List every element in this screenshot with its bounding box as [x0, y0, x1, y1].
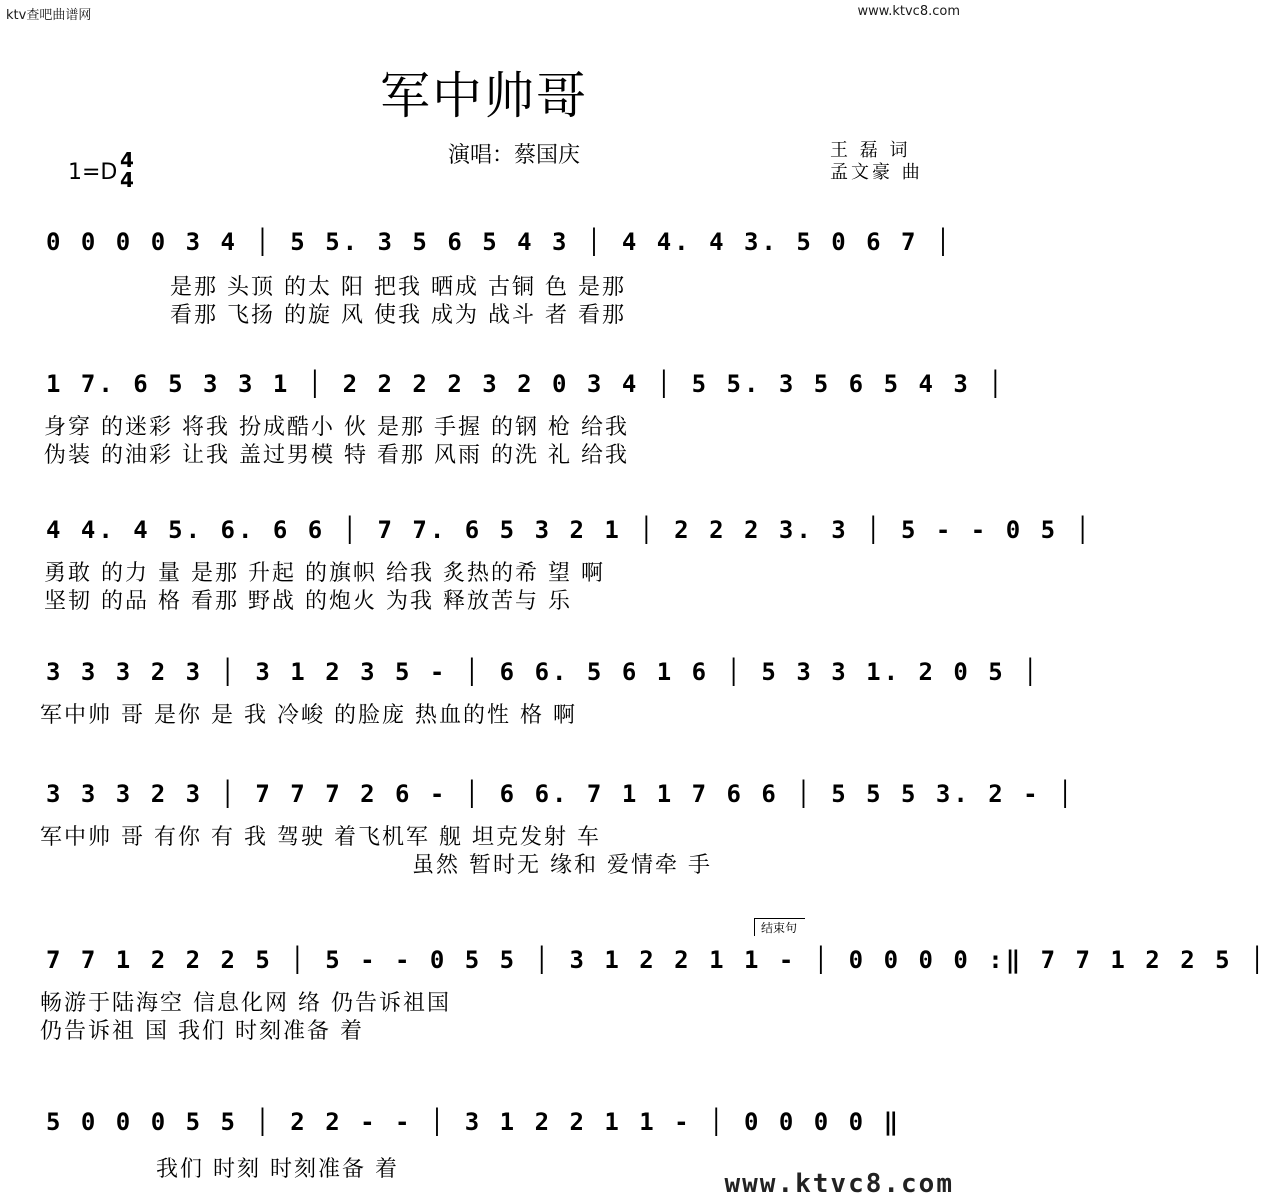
notation-row-6: 7 7 1 2 2 2 5 │ 5 - - 0 5 5 │ 3 1 2 2 1 1 - │ 0 0 0 0 :‖ 7 7 1 2 2 5 │: [46, 946, 1267, 974]
notation-row-3: 4 4. 4 5. 6. 6 6 │ 7 7. 6 5 3 2 1 │ 2 2 2 3. 3 │ 5 - - 0 5 │: [46, 516, 1093, 544]
lyrics-row-2-verse-2: 伪装 的油彩 让我 盖过男模 特 看那 风雨 的洗 礼 给我: [44, 443, 629, 468]
time-signature: [120, 150, 134, 190]
lyrics-row-5-verse-1: 军中帅 哥 有你 有 我 驾驶 着飞机军 舰 坦克发射 车: [40, 825, 601, 850]
watermark-url: www.ktvc8.com: [724, 1169, 954, 1199]
composer-credit: 孟文豪 曲: [830, 162, 923, 183]
lyrics-row-7: 我们 时刻 时刻准备 着: [156, 1157, 399, 1182]
lyrics-row-3-verse-2: 坚韧 的品 格 看那 野战 的炮火 为我 释放苦与 乐: [44, 589, 572, 614]
notation-row-4: 3 3 3 2 3 │ 3 1 2 3 5 - │ 6 6. 5 6 1 6 │ 5 3 3 1. 2 0 5 │: [46, 658, 1041, 686]
notation-row-7: 5 0 0 0 5 5 │ 2 2 - - │ 3 1 2 2 1 1 - │ 0 0 0 0 ‖: [46, 1108, 902, 1136]
lyrics-row-2-verse-1: 身穿 的迷彩 将我 扮成酷小 伙 是那 手握 的钢 枪 给我: [44, 415, 629, 440]
lyrics-row-6-verse-2: 仍告诉祖 国 我们 时刻准备 着: [40, 1019, 364, 1044]
time-signature-top: 4: [120, 148, 134, 172]
ending-phrase-label: 结束句: [754, 918, 805, 936]
lyrics-row-3-verse-1: 勇敢 的力 量 是那 升起 的旗帜 给我 炙热的希 望 啊: [44, 561, 605, 586]
song-title: 军中帅哥: [380, 67, 588, 125]
lyrics-row-1-verse-2: 看那 飞扬 的旋 风 使我 成为 战斗 者 看那: [170, 303, 626, 328]
notation-row-2: 1 7. 6 5 3 3 1 │ 2 2 2 2 3 2 0 3 4 │ 5 5. 3 5 6 5 4 3 │: [46, 370, 1006, 398]
key-signature: 1=D: [68, 160, 118, 185]
lyricist-credit: 王 磊 词: [830, 140, 911, 161]
site-name-left: ktv查吧曲谱网: [6, 8, 92, 23]
lyrics-row-4: 军中帅 哥 是你 是 我 冷峻 的脸庞 热血的性 格 啊: [40, 703, 577, 728]
time-signature-bottom: 4: [120, 168, 134, 192]
singer-credit: 演唱：蔡国庆: [448, 143, 581, 168]
credits-block: [830, 140, 923, 184]
lyrics-row-1-verse-1: 是那 头顶 的太 阳 把我 晒成 古铜 色 是那: [170, 275, 626, 300]
site-url-right: www.ktvc8.com: [857, 4, 960, 19]
notation-row-1: 0 0 0 0 3 4 │ 5 5. 3 5 6 5 4 3 │ 4 4. 4 3. 5 0 6 7 │: [46, 228, 954, 256]
lyrics-row-5-verse-2: 虽然 暂时无 缘和 爱情牵 手: [412, 853, 712, 878]
notation-row-5: 3 3 3 2 3 │ 7 7 7 2 6 - │ 6 6. 7 1 1 7 6 6 │ 5 5 5 3. 2 - │: [46, 780, 1076, 808]
lyrics-row-6-verse-1: 畅游于陆海空 信息化网 络 仍告诉祖国: [40, 991, 451, 1016]
